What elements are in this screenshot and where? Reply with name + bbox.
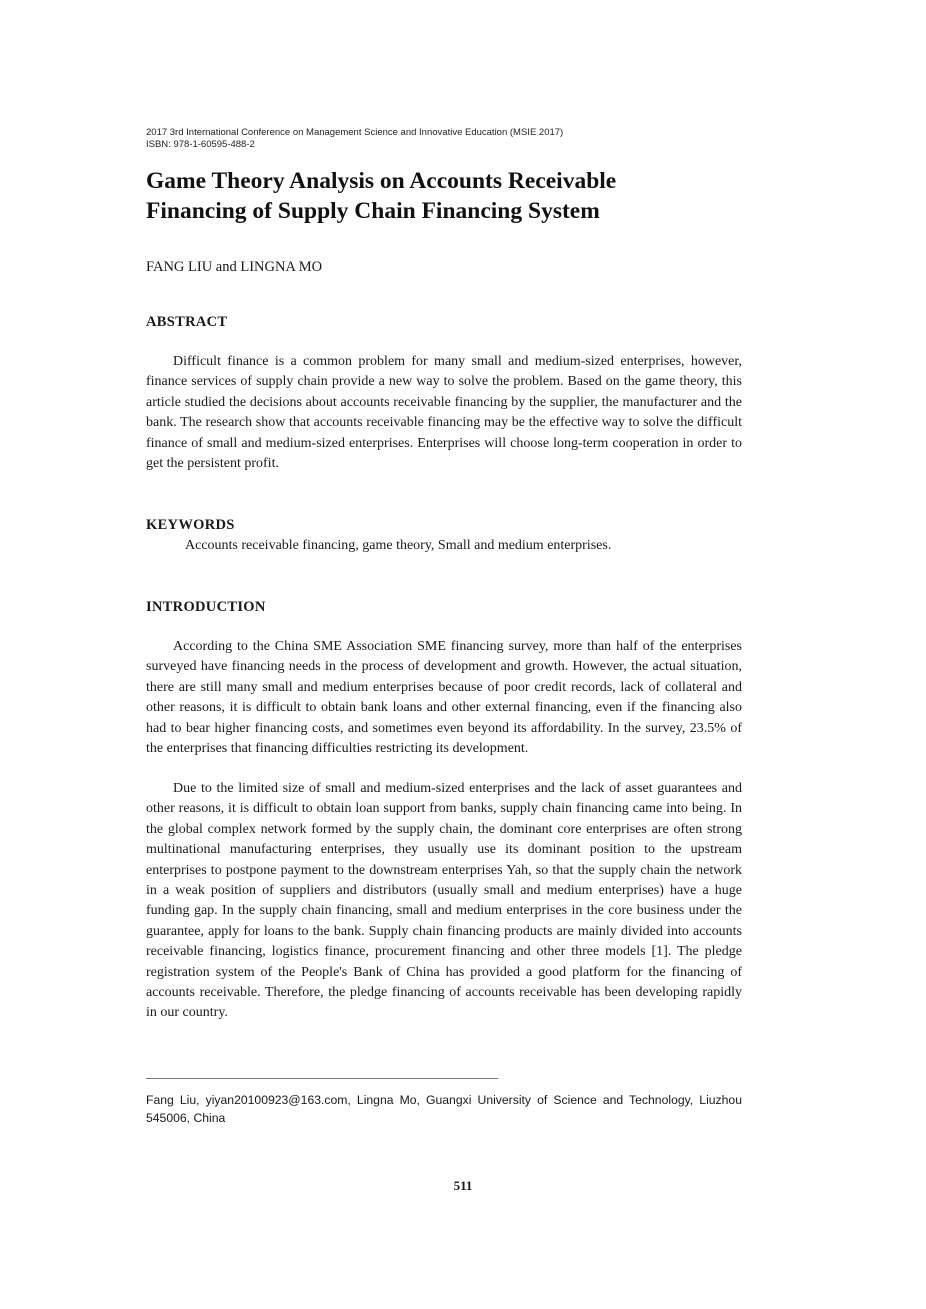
abstract-text: Difficult finance is a common problem for many small and medium-sized enterprises, however, finance services of supply chain provide a new way to solve the problem. Based on the game theory, this article studied the decisions about accounts receivable financing by the supplier, the manufacturer and the bank. The research show that accounts receivable financing may be the effective way to solve the difficult finance of small and medium-sized enterprises. Enterprises will choose long-term cooperation in order to get the persistent profit. xyxy=(146,354,742,472)
title-line-2: Financing of Supply Chain Financing System xyxy=(146,198,600,224)
keywords-heading: KEYWORDS xyxy=(146,517,235,533)
abstract-heading: ABSTRACT xyxy=(146,314,228,330)
authors: FANG LIU and LINGNA MO xyxy=(146,259,323,275)
introduction-paragraph-1: According to the China SME Association SME financing survey, more than half of the enterprises surveyed have financing needs in the process of development and growth. However, the actual situation, there are still many small and medium enterprises because of poor credit records, lack of collateral and other reasons, it is difficult to obtain bank loans and other external financing, even if the financing also had to bear higher financing costs, and sometimes even beyond its affordability. In the survey, 23.5% of the enterprises that financing difficulties restricting its development. xyxy=(146,639,742,757)
conference-name: 2017 3rd International Conference on Management Science and Innovative Education (MSIE 2017) xyxy=(146,127,564,138)
keywords-text: Accounts receivable financing, game theory, Small and medium enterprises. xyxy=(185,538,612,553)
introduction-heading: INTRODUCTION xyxy=(146,599,266,615)
conference-header xyxy=(146,127,563,151)
isbn: ISBN: 978-1-60595-488-2 xyxy=(146,139,255,150)
footnote: Fang Liu, yiyan20100923@163.com, Lingna Mo, Guangxi University of Science and Technology, Liuzhou 545006, China xyxy=(146,1093,742,1125)
title-line-1: Game Theory Analysis on Accounts Receivable xyxy=(146,168,617,194)
page-number: 511 xyxy=(453,1178,473,1193)
paper-title xyxy=(146,166,766,226)
introduction-paragraph-2: Due to the limited size of small and medium-sized enterprises and the lack of asset guarantees and other reasons, it is difficult to obtain loan support from banks, supply chain financing came into being. In the global complex network formed by the supply chain, the dominant core enterprises are often strong multinational manufacturing enterprises, they usually use its dominant position to the upstream enterprises to postpone payment to the downstream enterprises Yah, so that the supply chain the network in a weak position of suppliers and distributors (usually small and medium enterprises) have a huge funding gap. In the supply chain financing, small and medium enterprises in the core business under the guarantee, apply for loans to the bank. Supply chain financing products are mainly divided into accounts receivable financing, logistics finance, procurement financing and other three models [1]. The pledge registration system of the People's Bank of China has provided a good platform for the financing of accounts receivable. Therefore, the pledge financing of accounts receivable has been developing rapidly in our country. xyxy=(146,781,742,1021)
footnote-divider xyxy=(146,1078,498,1079)
